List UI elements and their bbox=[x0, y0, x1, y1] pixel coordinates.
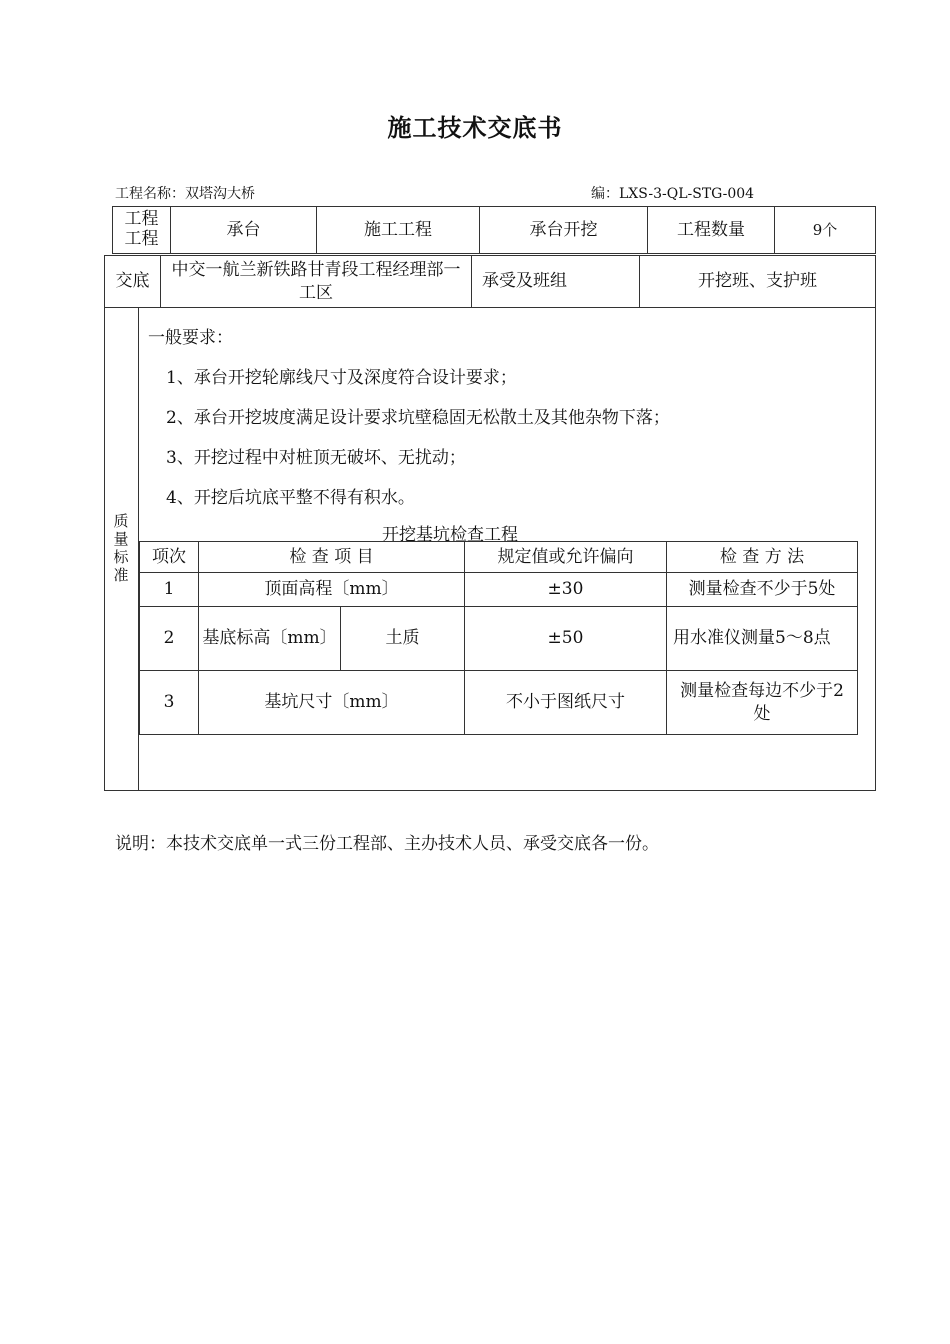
team-label-cell: 承受及班组 bbox=[472, 256, 640, 308]
header-table bbox=[112, 206, 876, 254]
row-number: 2 bbox=[140, 607, 199, 671]
handover-unit-cell: 中交一航兰新铁路甘青段工程经理部一工区 bbox=[161, 256, 472, 308]
row-item: 基坑尺寸〔mm〕 bbox=[199, 671, 465, 735]
handover-label-cell: 交底 bbox=[105, 256, 161, 308]
project-label-cell: 工程 工程 bbox=[113, 207, 171, 254]
inspection-table-caption: 开挖基坑检查工程 bbox=[382, 525, 518, 545]
document-title: 施工技术交底书 bbox=[387, 114, 563, 142]
row-method: 测量检查不少于5处 bbox=[667, 573, 858, 607]
general-requirements-title: 一般要求： bbox=[148, 328, 233, 348]
inspection-table bbox=[139, 541, 858, 735]
quantity-value-cell: 9个 bbox=[775, 207, 876, 254]
footnote: 说明：本技术交底单一式三份工程部、主办技术人员、承受交底各一份。 bbox=[115, 834, 659, 854]
row-subitem: 土质 bbox=[341, 607, 465, 671]
work-value-cell: 承台开挖 bbox=[480, 207, 648, 254]
requirement-item: 1、承台开挖轮廓线尺寸及深度符合设计要求； bbox=[166, 368, 517, 388]
quality-section-label: 质 量 标 准 bbox=[113, 512, 129, 584]
row-method: 测量检查每边不少于2处 bbox=[667, 671, 858, 735]
work-label-cell: 施工工程 bbox=[317, 207, 480, 254]
row-spec: ±50 bbox=[465, 607, 667, 671]
document-code: 编：LXS-3-QL-STG-004 bbox=[591, 186, 755, 202]
column-header: 检 查 方 法 bbox=[667, 542, 858, 573]
requirement-item: 4、开挖后坑底平整不得有积水。 bbox=[166, 488, 415, 508]
project-name: 工程名称：双塔沟大桥 bbox=[115, 186, 255, 202]
row-item: 顶面高程〔mm〕 bbox=[199, 573, 465, 607]
row-number: 1 bbox=[140, 573, 199, 607]
column-header: 项次 bbox=[140, 542, 199, 573]
quantity-label-cell: 工程数量 bbox=[648, 207, 775, 254]
row-item: 基底标高〔mm〕 bbox=[199, 607, 341, 671]
row-spec: ±30 bbox=[465, 573, 667, 607]
requirement-item: 2、承台开挖坡度满足设计要求坑壁稳固无松散土及其他杂物下落； bbox=[166, 408, 670, 428]
row-spec: 不小于图纸尺寸 bbox=[465, 671, 667, 735]
project-value-cell: 承台 bbox=[171, 207, 317, 254]
requirement-item: 3、开挖过程中对桩顶无破坏、无扰动； bbox=[166, 448, 466, 468]
row-number: 3 bbox=[140, 671, 199, 735]
column-header: 检 查 项 目 bbox=[199, 542, 465, 573]
row-method: 用水准仪测量5～8点 bbox=[667, 607, 858, 671]
team-value-cell: 开挖班、支护班 bbox=[640, 256, 876, 308]
column-header: 规定值或允许偏向 bbox=[465, 542, 667, 573]
handover-table bbox=[104, 255, 876, 308]
